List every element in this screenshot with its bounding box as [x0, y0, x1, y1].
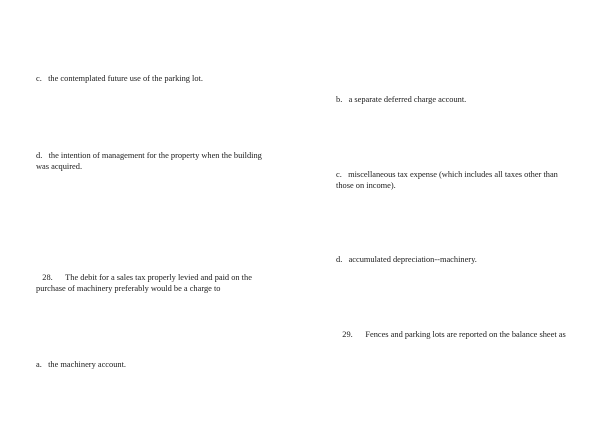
answer-option-b-deferred-charge: b. a separate deferred charge account.: [336, 95, 467, 104]
question-29-text: 29. Fences and parking lots are reported on the balance sheet as: [336, 330, 566, 339]
answer-option-d-management-intention: d. the intention of management for the property when the building was acquired.: [36, 151, 264, 171]
answer-option-a-machinery-account: a. the machinery account.: [36, 360, 126, 369]
answer-option-c-parking-lot: c. the contemplated future use of the parking lot.: [36, 74, 203, 83]
question-28-text: 28. The debit for a sales tax properly levied and paid on the purchase of machinery preferably would be a charge to: [36, 273, 254, 293]
answer-option-c-tax-expense: c. miscellaneous tax expense (which includes all taxes other than those on income).: [336, 170, 560, 190]
answer-option-d-accumulated-depreciation: d. accumulated depreciation--machinery.: [336, 255, 477, 264]
